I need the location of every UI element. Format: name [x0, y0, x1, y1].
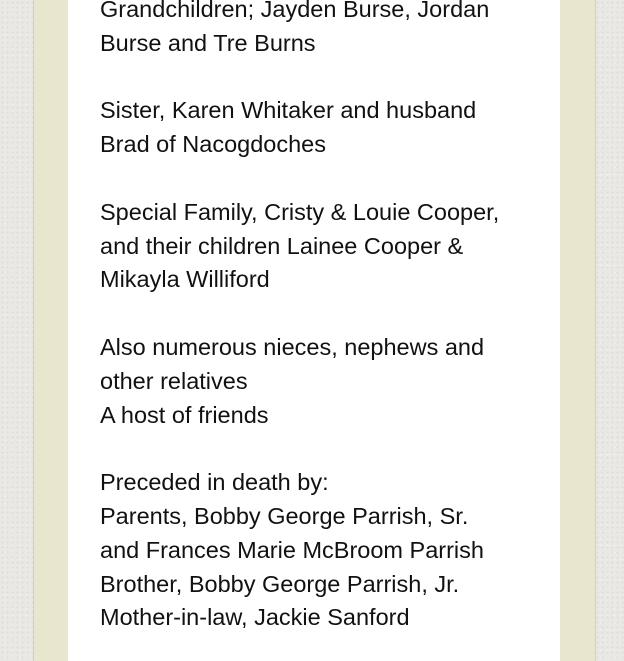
preceded-paragraph — [100, 466, 540, 635]
preceded-line: Brother, Bobby George Parrish, Jr. — [100, 570, 460, 597]
special-family-line: Special Family, Cristy & Louie Cooper, — [100, 198, 500, 225]
relatives-paragraph — [100, 331, 540, 432]
grandchildren-line: Burse and Tre Burns — [100, 29, 316, 56]
obituary-text — [100, 0, 540, 661]
special-family-line: Mikayla Williford — [100, 266, 270, 293]
special-family-paragraph — [100, 196, 540, 297]
preceded-line: Mother-in-law, Jackie Sanford — [100, 604, 410, 631]
grandchildren-paragraph — [100, 0, 540, 61]
preceded-heading: Preceded in death by: — [100, 469, 329, 496]
preceded-line: and Frances Marie McBroom Parrish — [100, 536, 484, 563]
friends-line: A host of friends — [100, 401, 269, 428]
sister-line: Sister, Karen Whitaker and husband — [100, 97, 477, 124]
relatives-line: other relatives — [100, 367, 248, 394]
preceded-line: Parents, Bobby George Parrish, Sr. — [100, 502, 469, 529]
relatives-line: Also numerous nieces, nephews and — [100, 333, 485, 360]
grandchildren-line: Grandchildren; Jayden Burse, Jordan — [100, 0, 490, 22]
sister-line: Brad of Nacogdoches — [100, 131, 327, 158]
sister-paragraph — [100, 94, 540, 162]
special-family-line: and their children Lainee Cooper & — [100, 232, 464, 259]
